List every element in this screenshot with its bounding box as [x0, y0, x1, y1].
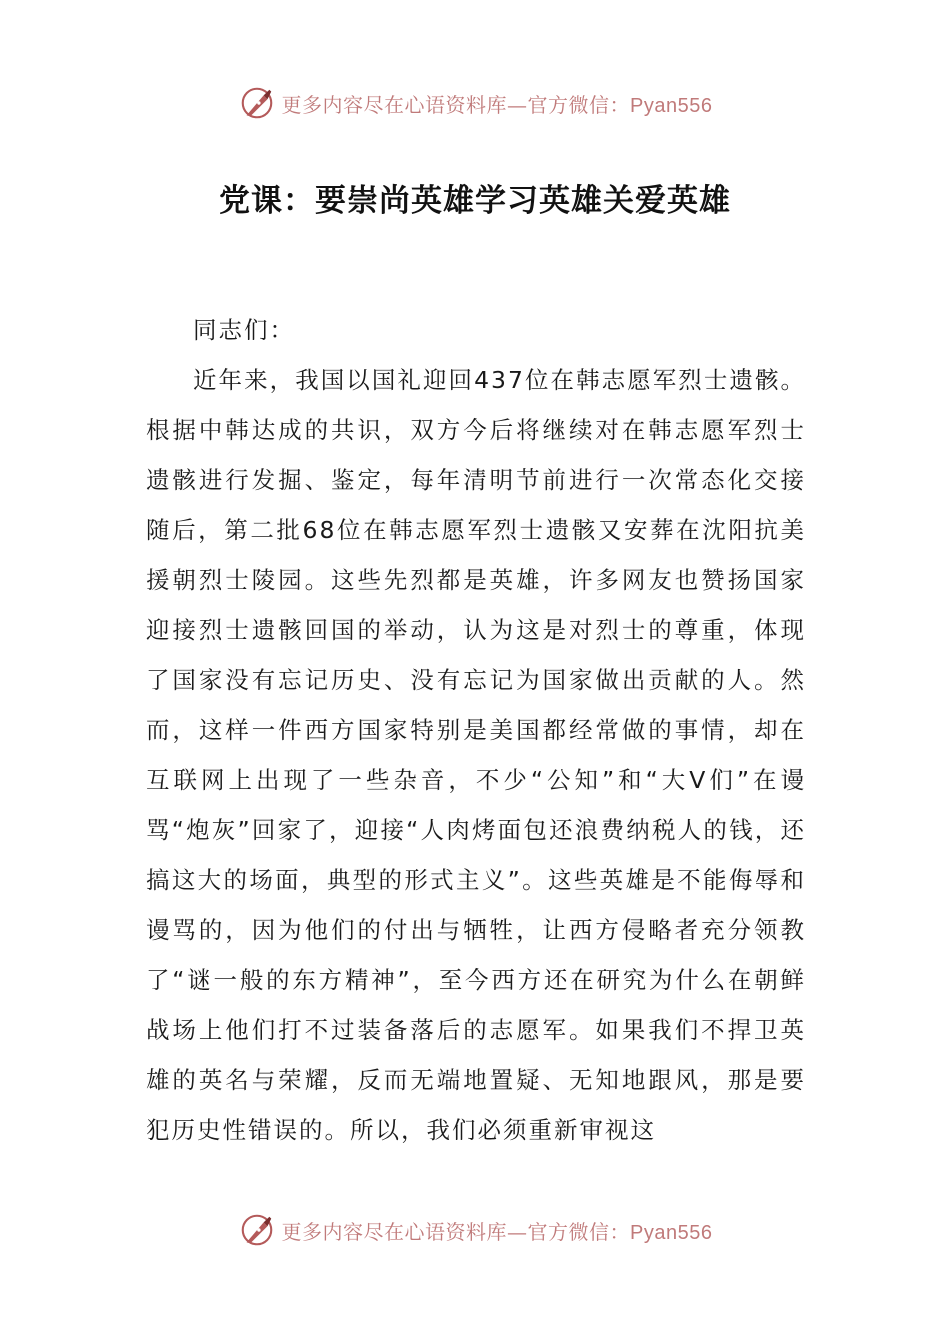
document-title: 党课：要崇尚英雄学习英雄关爱英雄 [219, 183, 731, 219]
watermark-site-text: 更多内容尽在心语资料库 [281, 1219, 508, 1244]
footer-watermark [0, 1208, 950, 1252]
watermark-wechat-id: Pyan556 [630, 1221, 713, 1244]
pen-nib-logo-icon [238, 84, 276, 122]
watermark-separator: — [507, 1219, 528, 1244]
watermark-text [282, 89, 713, 118]
header-watermark [0, 81, 950, 125]
paragraph: 近年来，我国以国礼迎回437位在韩志愿军烈士遗骸。根据中韩达成的共识，双方今后将继续对在韩志愿军烈士遗骸进行发掘、鉴定，每年清明节前进行一次常态化交接随后，第二批68位在韩志愿军烈士遗骸又安葬在沈阳抗美援朝烈士陵园。这些先烈都是英雄，许多网友也赞扬国家迎接烈士遗骸回国的举动，认为这是对烈士的尊重，体现了国家没有忘记历史、没有忘记为国家做出贡献的人。然而，这样一件西方国家特别是美国都经常做的事情，却在互联网上出现了一些杂音，不少“公知”和“大V们”在谩骂“炮灰”回家了，迎接“人肉烤面包还浪费纳税人的钱，还搞这大的场面，典型的形式主义”。这些英雄是不能侮辱和谩骂的，因为他们的付出与牺牲，让西方侵略者充分领教了“谜一般的东方精神”，至今西方还在研究为什么在朝鲜战场上他们打不过装备落后的志愿军。如果我们不捍卫英雄的英名与荣耀，反而无端地置疑、无知地跟风，那是要犯历史性错误的。所以，我们必须重新审视这 [146, 366, 806, 1144]
pen-nib-logo-icon [238, 1211, 276, 1249]
watermark-wechat-id: Pyan556 [630, 94, 713, 117]
document-body [146, 305, 806, 1155]
watermark-separator: — [507, 92, 528, 117]
watermark-text [282, 1216, 713, 1245]
salutation: 同志们： [193, 316, 295, 344]
watermark-official-label: 官方微信： [527, 92, 631, 117]
watermark-site-text: 更多内容尽在心语资料库 [281, 92, 508, 117]
watermark-official-label: 官方微信： [527, 1219, 631, 1244]
